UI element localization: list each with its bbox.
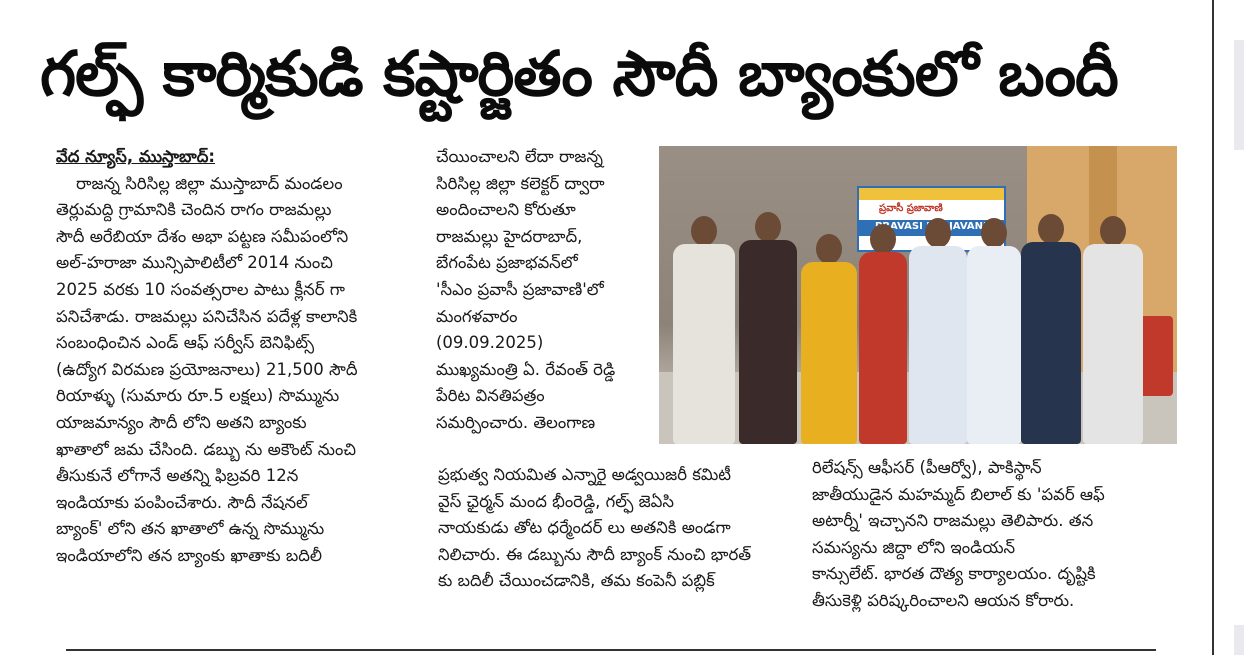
- text-line: ఇండియాలోని తన బ్యాంకు ఖాతాకు బదిలీ: [56, 545, 322, 565]
- photo-person: [909, 218, 967, 444]
- photo-person: [859, 224, 907, 444]
- text-line: రాజమల్లు హైదరాబాద్,: [436, 226, 583, 246]
- text-line: నిలిచారు. ఈ డబ్బును సౌదీ బ్యాంక్ నుంచి భారత్: [438, 544, 752, 564]
- text-line: కు బదిలీ చేయించడానికి, తమ కంపెనీ పబ్లిక్: [438, 571, 715, 591]
- text-line: (09.09.2025): [436, 333, 544, 353]
- person-body: [1021, 242, 1081, 444]
- person-body: [1083, 244, 1143, 444]
- text-line: 2025 వరకు 10 సంవత్సరాల పాటు క్లీనర్ గా: [56, 279, 345, 299]
- photo-person: [1083, 216, 1143, 444]
- column-1-text: [56, 171, 406, 570]
- column-3-text: [438, 462, 798, 595]
- person-head: [981, 218, 1007, 248]
- banner-stripe: [859, 188, 1004, 200]
- column-2: [436, 144, 656, 437]
- text-line: తీసుకెళ్లి పరిష్కరించాలని ఆయన కోరారు.: [812, 590, 1075, 610]
- photo-chair: [1139, 316, 1173, 396]
- text-line: సమస్యను జిద్దా లోని ఇండియన్: [812, 537, 1016, 557]
- text-line: రిలేషన్స్ ఆఫీసర్ (పీఆర్వో), పాకిస్థాన్: [812, 458, 1042, 477]
- column-rule: [1212, 0, 1214, 655]
- text-line: (ఉద్యోగ విరమణ ప్రయోజనాలు) 21,500 సౌదీ: [56, 359, 358, 379]
- banner-text-english: PRAVASI PRAJAVANI: [875, 221, 987, 232]
- text-line: అటార్నీ' ఇచ్చానని రాజమల్లు తెలిపారు. తన: [812, 511, 1094, 531]
- column-4: [812, 455, 1172, 615]
- text-line: వైస్ ఛైర్మన్ మంద భీంరెడ్డి, గల్ఫ్ జెఏసి: [438, 491, 674, 511]
- photo-person: [801, 234, 857, 444]
- text-line: తెర్లుమద్ది గ్రామానికి చెందిన రాగం రాజమల్లు: [56, 200, 332, 220]
- headline: గల్ఫ్ కార్మికుడి కష్టార్జితం సౌదీ బ్యాంకులో బందీ: [40, 37, 1118, 110]
- dateline: వేద న్యూస్, ముస్తాబాద్:: [56, 147, 215, 166]
- text-line: ప్రభుత్వ నియమిత ఎన్నారై అడ్వయిజరీ కమిటీ: [438, 465, 732, 484]
- text-line: సమర్పించారు. తెలంగాణ: [436, 412, 596, 432]
- text-line: ఇండియాకు పంపించేశారు. సౌదీ నేషనల్: [56, 492, 308, 512]
- photo-person: [967, 218, 1021, 444]
- text-line: పనిచేశాడు. రాజమల్లు పనిచేసిన పదేళ్ల కాలానికి: [56, 306, 358, 326]
- person-head: [925, 218, 951, 248]
- photo-person: [739, 212, 797, 444]
- person-head: [691, 216, 717, 246]
- photo-person: [1021, 214, 1081, 444]
- person-head: [1100, 216, 1126, 246]
- text-line: నాయకుడు తోట ధర్మేందర్ లు అతనికి అండగా: [438, 518, 731, 538]
- text-line: యాజమాన్యం సౌదీ లోని అతని బ్యాంకు: [56, 412, 307, 432]
- text-line: సంబంధించిన ఎండ్ ఆఫ్ సర్వీస్ బెనిఫిట్స్: [56, 333, 315, 353]
- text-line: రాజన్న సిరిసిల్ల జిల్లా ముస్తాబాద్ మండలం: [76, 173, 343, 193]
- column-2-text: [436, 144, 656, 437]
- person-body: [909, 246, 967, 444]
- text-line: పేరిట వినతిపత్రం: [436, 386, 545, 406]
- text-line: ఖాతాలో జమ చేసింది. డబ్బు ను అకౌంట్ నుంచి: [56, 439, 357, 459]
- person-body: [859, 252, 907, 444]
- text-line: 'సీఎం ప్రవాసీ ప్రజావాణి'లో: [436, 279, 604, 299]
- person-body: [739, 240, 797, 444]
- page-edge-mark: [1234, 625, 1244, 655]
- column-3: [438, 462, 798, 595]
- page-edge-mark: [1234, 40, 1244, 150]
- banner-text-telugu: ప్రవాసీ ప్రజావాణి: [879, 203, 943, 214]
- bottom-rule: [66, 649, 1156, 651]
- text-line: మంగళవారం: [436, 306, 518, 326]
- column-1: [56, 144, 406, 570]
- person-head: [816, 234, 842, 264]
- text-line: బ్యాంక్' లోని తన ఖాతాలో ఉన్న సొమ్మును: [56, 519, 325, 539]
- person-head: [1038, 214, 1064, 244]
- photo-person: [673, 216, 735, 444]
- text-line: ముఖ్యమంత్రి ఏ. రేవంత్ రెడ్డి: [436, 359, 616, 379]
- text-line: అందించాలని కోరుతూ: [436, 200, 576, 220]
- text-line: బేగంపేట ప్రజాభవన్‌లో: [436, 253, 578, 273]
- text-line: చేయించాలని లేదా రాజన్న: [436, 147, 603, 166]
- text-line: జాతీయుడైన మహమ్మద్ బిలాల్ కు 'పవర్ ఆఫ్: [812, 484, 1105, 504]
- person-head: [755, 212, 781, 242]
- person-head: [870, 224, 896, 254]
- text-line: అల్-హరాజా మున్సిపాలిటీలో 2014 నుంచి: [56, 253, 333, 273]
- text-line: తీసుకునే లోగానే అతన్ని ఫిబ్రవరి 12న: [56, 466, 299, 486]
- person-body: [673, 244, 735, 444]
- text-line: రియాళ్ళు (సుమారు రూ.5 లక్షలు) సొమ్మును: [56, 386, 340, 406]
- text-line: సౌదీ అరేబియా దేశం అభా పట్టణ సమీపంలోని: [56, 226, 349, 246]
- text-line: కాన్సులేట్. భారత దౌత్య కార్యాలయం. దృష్టికి: [812, 564, 1096, 584]
- person-body: [801, 262, 857, 444]
- column-4-text: [812, 455, 1172, 615]
- news-photo: [659, 146, 1177, 444]
- person-body: [967, 246, 1021, 444]
- text-line: సిరిసిల్ల జిల్లా కలెక్టర్ ద్వారా: [436, 173, 605, 193]
